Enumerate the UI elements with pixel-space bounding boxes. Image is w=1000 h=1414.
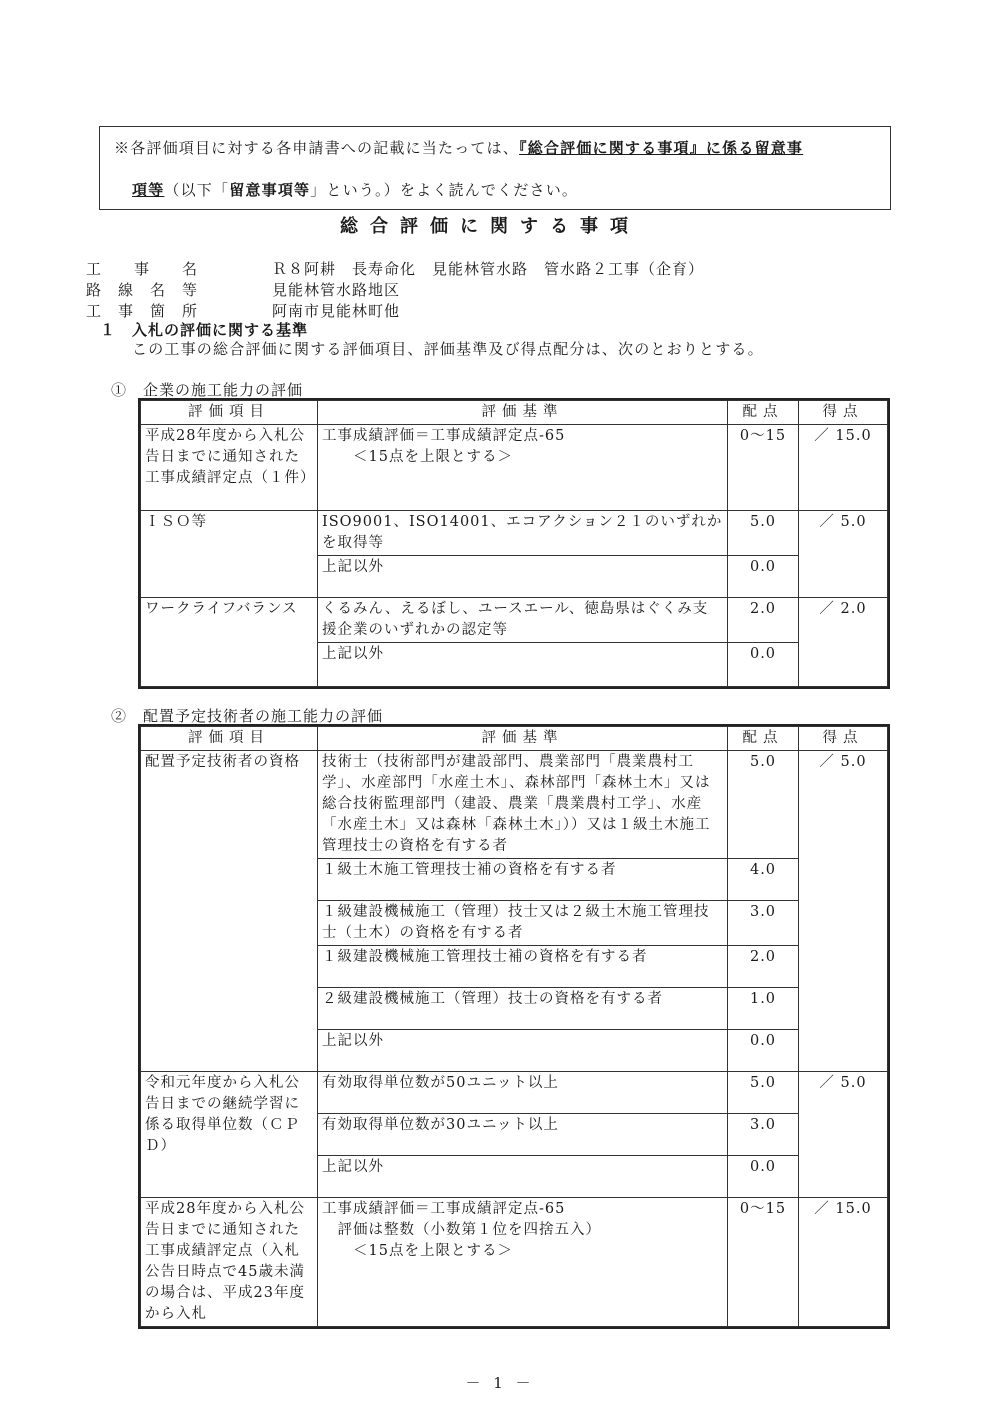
company-capability-table	[140, 400, 888, 687]
points-cell: 5.0	[728, 751, 799, 859]
section-heading: １ 入札の評価に関する基準	[100, 321, 309, 339]
table-row	[141, 425, 888, 511]
criteria-cell: 工事成績評価＝工事成績評定点-65 ＜15点を上限とする＞	[318, 425, 728, 511]
info-value: 阿南市見能林町他	[272, 302, 401, 320]
points-cell: 0～15	[728, 1198, 799, 1327]
points-cell: 4.0	[728, 859, 799, 901]
points-cell: 2.0	[728, 946, 799, 988]
score-cell: ／ 2.0	[799, 598, 888, 687]
notice-box	[99, 126, 891, 210]
criteria-cell: 有効取得単位数が50ユニット以上	[318, 1072, 728, 1114]
table-row	[141, 1198, 888, 1327]
points-cell: 0.0	[728, 1030, 799, 1072]
notice-emphasis: 『総合評価に関する事項』に係る留意事	[519, 139, 804, 157]
info-value: Ｒ８阿耕 長寿命化 見能林管水路 管水路２工事（企育）	[272, 260, 705, 278]
item-cell: 平成28年度から入札公告日までに通知された工事成績評定点（入札公告日時点で45歳未満の場合は、平成23年度から入札	[141, 1198, 318, 1327]
intro-text: この工事の総合評価に関する評価項目、評価基準及び得点配分は、次のとおりとする。	[132, 340, 764, 358]
points-cell: 2.0	[728, 598, 799, 643]
header-item: 評価項目	[141, 727, 318, 751]
header-item: 評価項目	[141, 401, 318, 425]
score-cell: ／ 15.0	[799, 1198, 888, 1327]
points-cell: 0.0	[728, 643, 799, 687]
points-cell: 5.0	[728, 511, 799, 556]
score-cell: ／ 15.0	[799, 425, 888, 511]
page-number: － 1 －	[465, 1374, 535, 1392]
header-score: 得点	[799, 727, 888, 751]
criteria-cell: ２級建設機械施工（管理）技士の資格を有する者	[318, 988, 728, 1030]
table-row	[141, 598, 888, 643]
info-row-construction-name	[86, 258, 704, 279]
page-title: 総合評価に関する事項	[340, 216, 640, 237]
score-cell: ／ 5.0	[799, 751, 888, 1072]
info-label: 工 事 名	[86, 260, 199, 278]
points-cell: 3.0	[728, 1114, 799, 1156]
notice-text: （以下「	[164, 181, 230, 199]
header-points: 配点	[728, 401, 799, 425]
score-cell: ／ 5.0	[799, 511, 888, 598]
header-points: 配点	[728, 727, 799, 751]
points-cell: 0～15	[728, 425, 799, 511]
table1-caption: ① 企業の施工能力の評価	[111, 381, 304, 399]
header-score: 得点	[799, 401, 888, 425]
points-cell: 1.0	[728, 988, 799, 1030]
points-cell: 3.0	[728, 901, 799, 946]
criteria-cell: １級土木施工管理技士補の資格を有する者	[318, 859, 728, 901]
points-cell: 5.0	[728, 1072, 799, 1114]
notice-text: 」という。）をよく読んでください。	[310, 181, 579, 199]
info-label: 工 事 箇 所	[86, 302, 199, 320]
criteria-cell: くるみん、えるぼし、ユースエール、徳島県はぐくみ支援企業のいずれかの認定等	[318, 598, 728, 643]
notice-emphasis: 項等	[132, 181, 165, 199]
criteria-cell: 上記以外	[318, 643, 728, 687]
table-row	[141, 1072, 888, 1114]
item-cell: 令和元年度から入札公告日までの継続学習に係る取得単位数（ＣＰＤ）	[141, 1072, 318, 1198]
criteria-cell: ISO9001、ISO14001、エコアクション２１のいずれかを取得等	[318, 511, 728, 556]
item-cell: ワークライフバランス	[141, 598, 318, 687]
criteria-cell: 技術士（技術部門が建設部門、農業部門「農業農村工学」、水産部門「水産土木」、森林部門「森林土木」又は総合技術監理部門（建設、農業「農業農村工学」、水産「水産土木」又は森林「森林土木」））又は１級土木施工管理技士の資格を有する者	[318, 751, 728, 859]
criteria-cell: １級建設機械施工管理技士補の資格を有する者	[318, 946, 728, 988]
info-label: 路 線 名 等	[86, 281, 199, 299]
notice-text: ※各評価項目に対する各申請書への記載に当たっては、	[114, 139, 520, 157]
points-cell: 0.0	[728, 1156, 799, 1198]
criteria-cell: 上記以外	[318, 1030, 728, 1072]
info-row-route-name	[86, 279, 400, 300]
info-row-location	[86, 300, 400, 321]
criteria-cell: 工事成績評価＝工事成績評定点-65 評価は整数（小数第１位を四捨五入） ＜15点を上限とする＞	[318, 1198, 728, 1327]
score-cell: ／ 5.0	[799, 1072, 888, 1198]
item-cell: 配置予定技術者の資格	[141, 751, 318, 1072]
notice-emphasis: 留意事項等	[229, 181, 311, 199]
criteria-cell: 上記以外	[318, 556, 728, 598]
header-criteria: 評価基準	[318, 727, 728, 751]
table-header-row	[141, 401, 888, 425]
item-cell: 平成28年度から入札公告日までに通知された工事成績評定点（１件）	[141, 425, 318, 511]
header-criteria: 評価基準	[318, 401, 728, 425]
criteria-cell: 有効取得単位数が30ユニット以上	[318, 1114, 728, 1156]
criteria-cell: １級建設機械施工（管理）技士又は２級土木施工管理技士（土木）の資格を有する者	[318, 901, 728, 946]
table-header-row	[141, 727, 888, 751]
table2-caption: ② 配置予定技術者の施工能力の評価	[111, 707, 384, 725]
engineer-capability-table	[140, 726, 888, 1327]
notice-line-2	[132, 179, 578, 200]
info-value: 見能林管水路地区	[272, 281, 401, 299]
points-cell: 0.0	[728, 556, 799, 598]
table-row	[141, 511, 888, 556]
notice-line-1	[114, 137, 803, 158]
table-row	[141, 751, 888, 859]
criteria-cell: 上記以外	[318, 1156, 728, 1198]
item-cell: ＩＳＯ等	[141, 511, 318, 598]
